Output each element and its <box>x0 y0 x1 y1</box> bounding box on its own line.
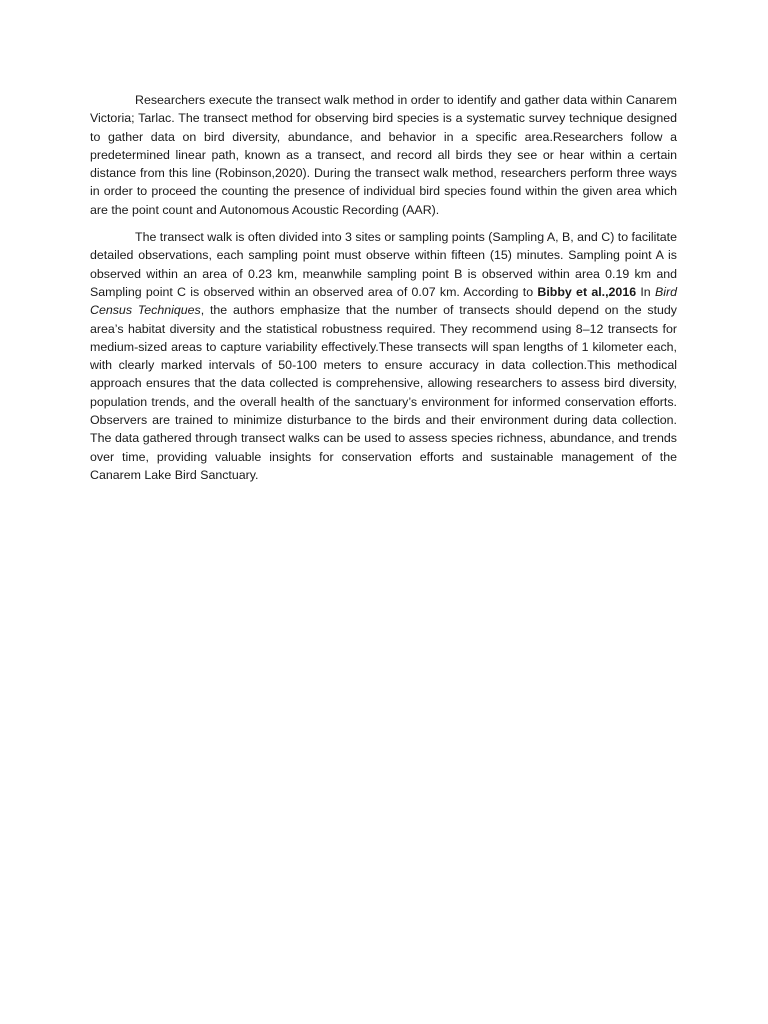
paragraph-2-text-part-3: , the authors emphasize that the number of transects should depend on the study area’s habitat diversity and the statistical robustness required. They recommend using 8–12 transects for medium-sized areas to capture variability effectively.These transects will span lengths of 1 kilometer each, with clearly marked intervals of 50-100 meters to ensure accuracy in data collection.This methodical approach ensures that the data collected is comprehensive, allowing researchers to assess bird diversity, population trends, and the overall health of the sanctuary’s environment for informed conservation efforts. Observers are trained to minimize disturbance to the birds and their environment during data collection. The data gathered through transect walks can be used to assess species richness, abundance, and trends over time, providing valuable insights for conservation efforts and sustainable management of the Canarem Lake Bird Sanctuary. <box>90 303 677 482</box>
paragraph-2-text-part-2: In <box>636 284 655 299</box>
document-body <box>90 91 677 493</box>
citation-bibby: Bibby et al.,2016 <box>537 284 637 299</box>
paragraph-sampling-points <box>90 228 677 484</box>
paragraph-2-text-part-1: The transect walk is often divided into 3 sites or sampling points (Sampling A, B, and C) to facilitate detailed observations, each sampling point must observe within fifteen (15) minutes. Sampling point A is observed within an area of 0.23 km, meanwhile sampling point B is observed within area 0.19 km and Sampling point C is observed within an observed area of 0.07 km. According to <box>90 230 678 299</box>
paragraph-transect-method <box>90 91 677 219</box>
paragraph-1-text: Researchers execute the transect walk method in order to identify and gather data within Canarem Victoria; Tarlac. The transect method for observing bird species is a systematic survey technique designed to gather data on bird diversity, abundance, and behavior in a specific area.Researchers follow a predetermined linear path, known as a transect, and record all birds they see or hear within a certain distance from this line (Robinson,2020). During the transect walk method, researchers perform three ways in order to proceed the counting the presence of individual bird species found within the given area which are the point count and Autonomous Acoustic Recording (AAR). <box>90 93 677 217</box>
book-title: Bird Census Techniques <box>90 284 678 318</box>
